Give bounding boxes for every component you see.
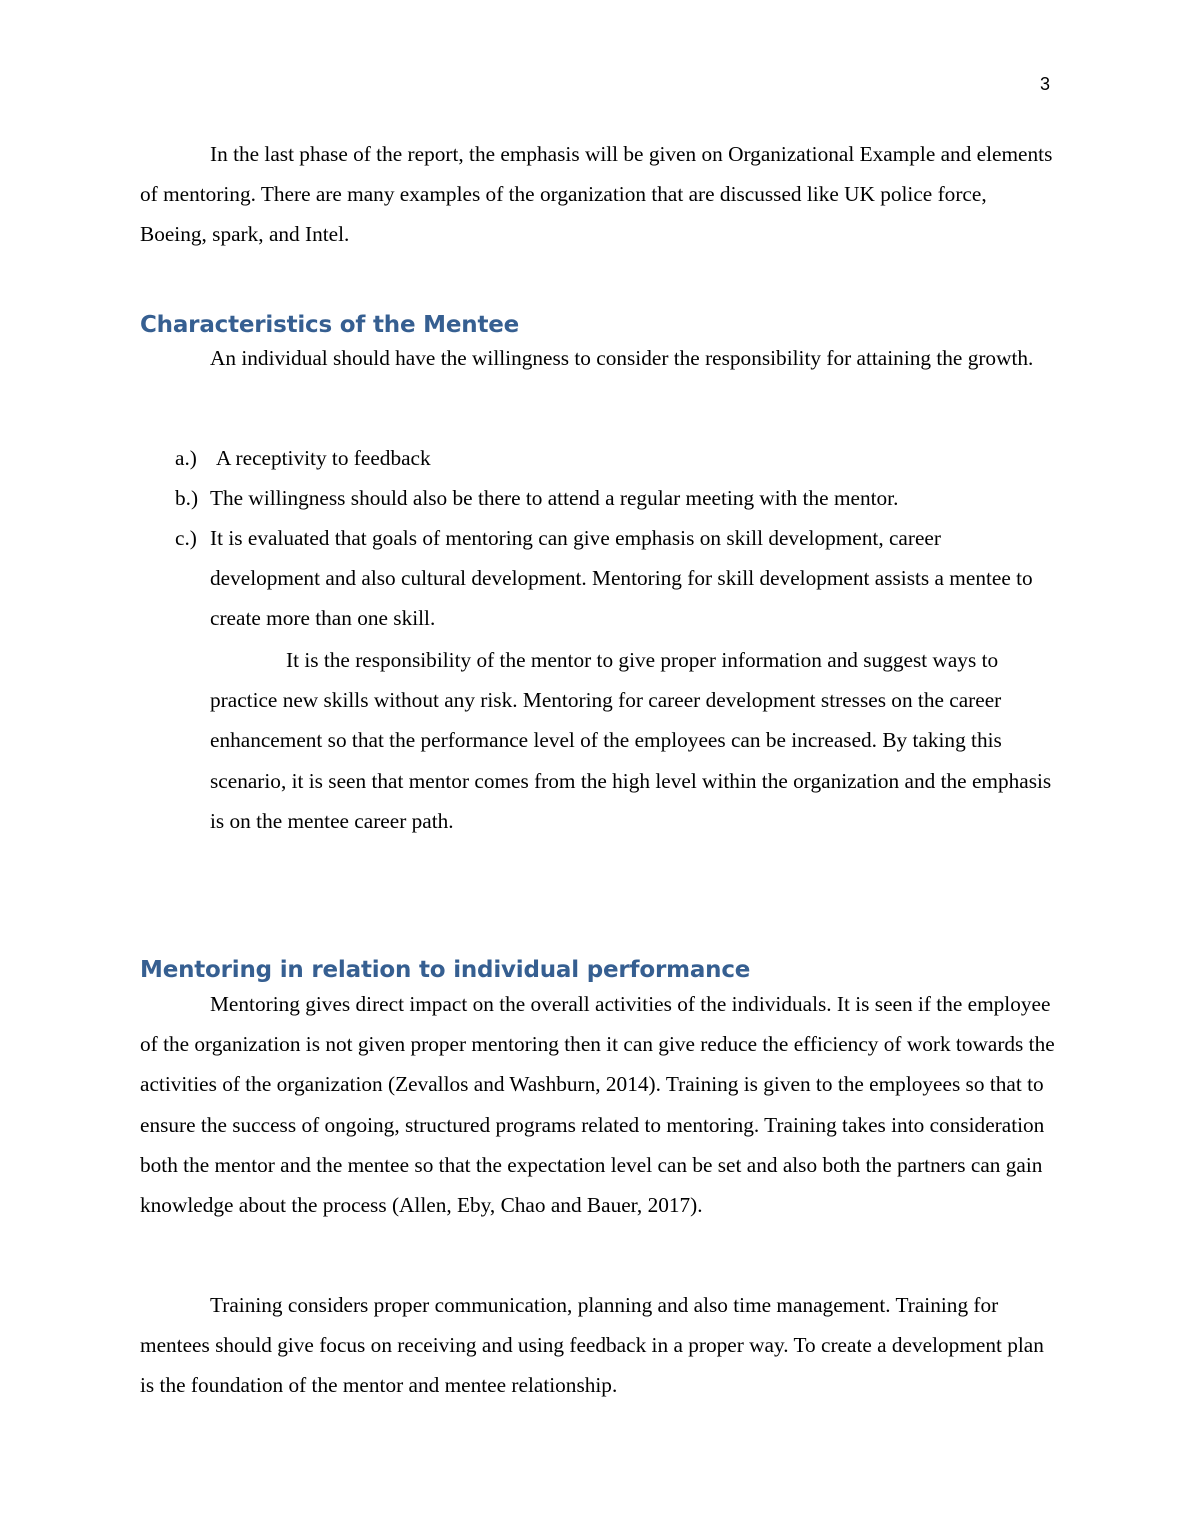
mentor-responsibility-paragraph: It is the responsibility of the mentor to give proper information and suggest ways to practice new skills without any risk. Mentoring for career development stresses on the career enhancement so that the performance level of the employees can be increased. By taking this scenario, it is seen that mentor comes from the high level within the organization and the emphasis is on the mentee career path. — [210, 648, 1052, 833]
section-heading-mentee-characteristics: Characteristics of the Mentee — [140, 312, 520, 338]
list-item-text: A receptivity to feedback — [216, 446, 431, 470]
list-marker: b.) — [175, 486, 199, 510]
list-marker: a.) — [175, 446, 197, 470]
intro-paragraph: In the last phase of the report, the emphasis will be given on Organizational Example and elements of mentoring. There are many examples of the organization that are discussed like UK police force, Boeing, spark, and Intel. — [140, 142, 1053, 247]
performance-paragraph-2: Training considers proper communication, planning and also time management. Training for mentees should give focus on receiving and using feedback in a proper way. To create a development plan is the foundation of the mentor and mentee relationship. — [140, 1293, 1044, 1398]
list-item-text: The willingness should also be there to attend a regular meeting with the mentor. — [210, 486, 899, 510]
list-marker: c.) — [175, 526, 197, 550]
list-item-text: It is evaluated that goals of mentoring can give emphasis on skill development, career development and also cultural development. Mentoring for skill development assists a mentee to create more than one skill. — [210, 526, 1033, 631]
page-number: 3 — [1039, 74, 1050, 94]
performance-paragraph-1: Mentoring gives direct impact on the overall activities of the individuals. It is seen if the employee of the organization is not given proper mentoring then it can give reduce the efficiency of work towards the activities of the organization (Zevallos and Washburn, 2014). Training is given to the employees so that to ensure the success of ongoing, structured programs related to mentoring. Training takes into consideration both the mentor and the mentee so that the expectation level can be set and also both the partners can gain knowledge about the process (Allen, Eby, Chao and Bauer, 2017). — [140, 992, 1055, 1218]
mentee-intro-paragraph: An individual should have the willingness to consider the responsibility for attaining the growth. — [210, 346, 1034, 370]
section-heading-individual-performance: Mentoring in relation to individual performance — [140, 957, 751, 983]
